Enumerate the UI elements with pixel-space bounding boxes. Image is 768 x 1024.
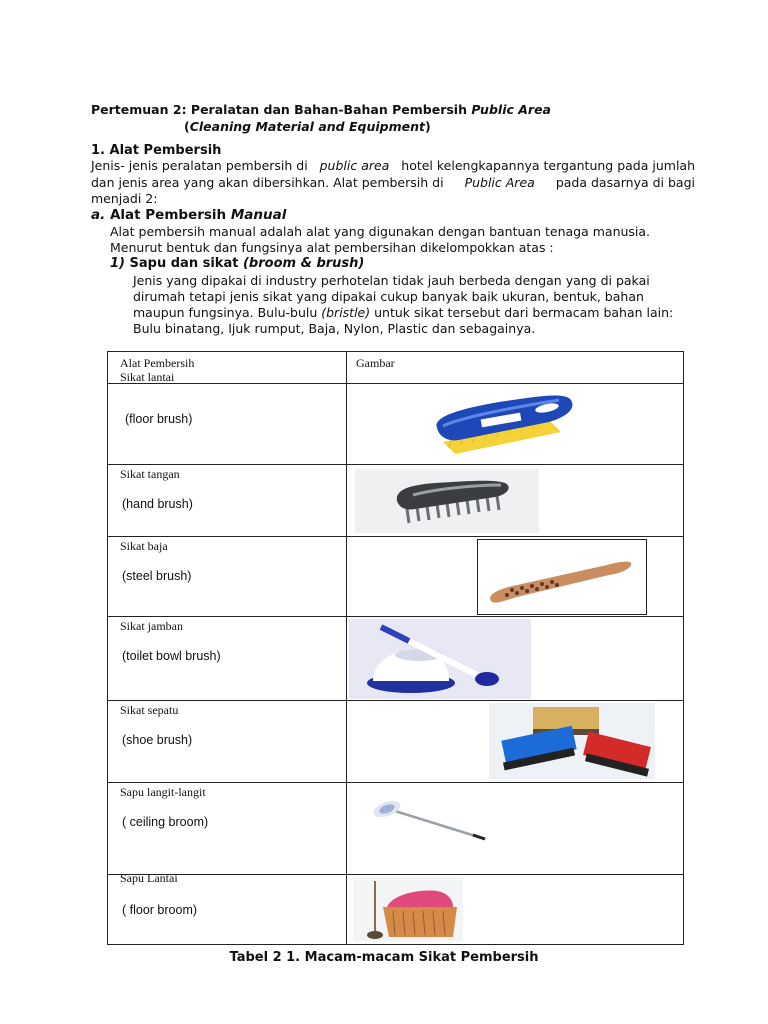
item-line-3 [133,305,673,321]
brush-table [107,351,684,945]
row-label-cell [108,465,347,537]
table-header-col2 [347,352,684,384]
shoe-brush-image [489,703,655,779]
paragraph-line-1 [91,158,695,174]
p1-c: hotel kelengkapannya tergantung pada jumlah [401,158,695,173]
table-header-row [108,352,684,384]
floor-brush-image [429,392,579,458]
row-label-cell [108,871,347,945]
page-title-text: Pertemuan 2: Peralatan dan Bahan-Bahan Pembersih [91,102,467,117]
l3-c: untuk sikat tersebut dari bermacam bahan lain: [374,305,674,320]
table-row [108,617,684,701]
subsection-title-italic: Manual [230,207,287,223]
row-label-cell [108,617,347,701]
paragraph-line-3: menjadi 2: [91,191,158,206]
row-image-cell [347,701,684,783]
item-line-4: Bulu binatang, Ijuk rumput, Baja, Nylon, Plastic dan sebagainya. [133,321,536,336]
steel-brush-image [477,539,647,615]
row-en-label: (shoe brush) [122,733,193,747]
table-row [108,384,684,465]
paragraph-line-2 [91,175,695,191]
row-en-label: (steel brush) [122,569,192,583]
row-id-label: Sikat jamban [120,619,183,633]
table-row [108,783,684,875]
page-subtitle [184,119,431,134]
row-en-label: ( ceiling broom) [122,815,209,829]
row-image-cell [347,537,684,617]
row-en-label: (floor brush) [125,412,193,426]
row-image-cell [347,384,684,465]
table-caption: Tabel 2 1. Macam-macam Sikat Pembersih [229,950,539,965]
row-label-cell [108,701,347,783]
row-en-label: (hand brush) [122,497,193,511]
l3-b: (bristle) [321,305,371,320]
p2-c: pada dasarnya di bagi [555,175,695,190]
p2-a: dan jenis area yang akan dibersihkan. Alat pembersih di [91,175,444,190]
item-heading [110,256,364,271]
row-id-label: Sapu Lantai [120,871,178,885]
item-line-2: dirumah tetapi jenis sikat yang dipakai cukup banyak baik ukuran, bentuk, bahan [133,289,644,304]
row-en-label: (toilet bowl brush) [122,649,221,663]
item-title-italic: (broom & brush) [242,256,365,271]
p2-b: Public Area [464,175,535,190]
row-id-label: Sikat baja [120,539,168,553]
subtitle-close: ) [424,119,431,134]
row-image-cell [347,617,684,701]
row-id-label: Sikat sepatu [120,703,179,717]
section-heading: 1. Alat Pembersih [91,143,222,158]
item-line-1: Jenis yang dipakai di industry perhotelan tidak jauh berbeda dengan yang di pakai [133,273,650,288]
subsection-line-2: Menurut bentuk dan fungsinya alat pembersihan dikelompokkan atas : [110,240,554,255]
table-row [108,537,684,617]
p1-a: Jenis- jenis peralatan pembersih di [91,158,308,173]
row-id-label: Sikat lantai [120,370,175,384]
table-row [108,701,684,783]
hand-brush-image [355,469,539,533]
row-image-cell [347,875,684,945]
row-en-label: ( floor broom) [122,903,198,917]
item-title: Sapu dan sikat [129,256,239,271]
subsection-prefix: a. [91,207,106,223]
toilet-brush-image [349,619,531,699]
row-label-cell [108,370,347,465]
subsection-heading [91,207,286,223]
table-row [108,465,684,537]
subtitle-open: ( [184,119,190,134]
page-title-italic: Public Area [471,102,551,117]
header-label-2: Gambar [356,356,395,370]
p1-b: public area [319,158,390,173]
row-id-label: Sapu langit-langit [120,785,206,799]
l3-a: maupun fungsinya. Bulu-bulu [133,305,318,320]
row-label-cell [108,537,347,617]
subtitle-italic: Cleaning Material and Equipment [189,119,425,134]
row-image-cell [347,783,684,875]
subsection-line-1: Alat pembersih manual adalah alat yang digunakan dengan bantuan tenaga manusia. [110,224,651,239]
table-row [108,875,684,945]
ceiling-broom-image [373,795,503,851]
row-label-cell [108,783,347,875]
page-title [91,102,551,117]
row-id-label: Sikat tangan [120,467,180,481]
subsection-title: Alat Pembersih [109,207,227,223]
header-label-1: Alat Pembersih [120,356,195,370]
floor-broom-image [353,877,463,941]
row-image-cell [347,465,684,537]
item-prefix: 1) [110,256,125,271]
